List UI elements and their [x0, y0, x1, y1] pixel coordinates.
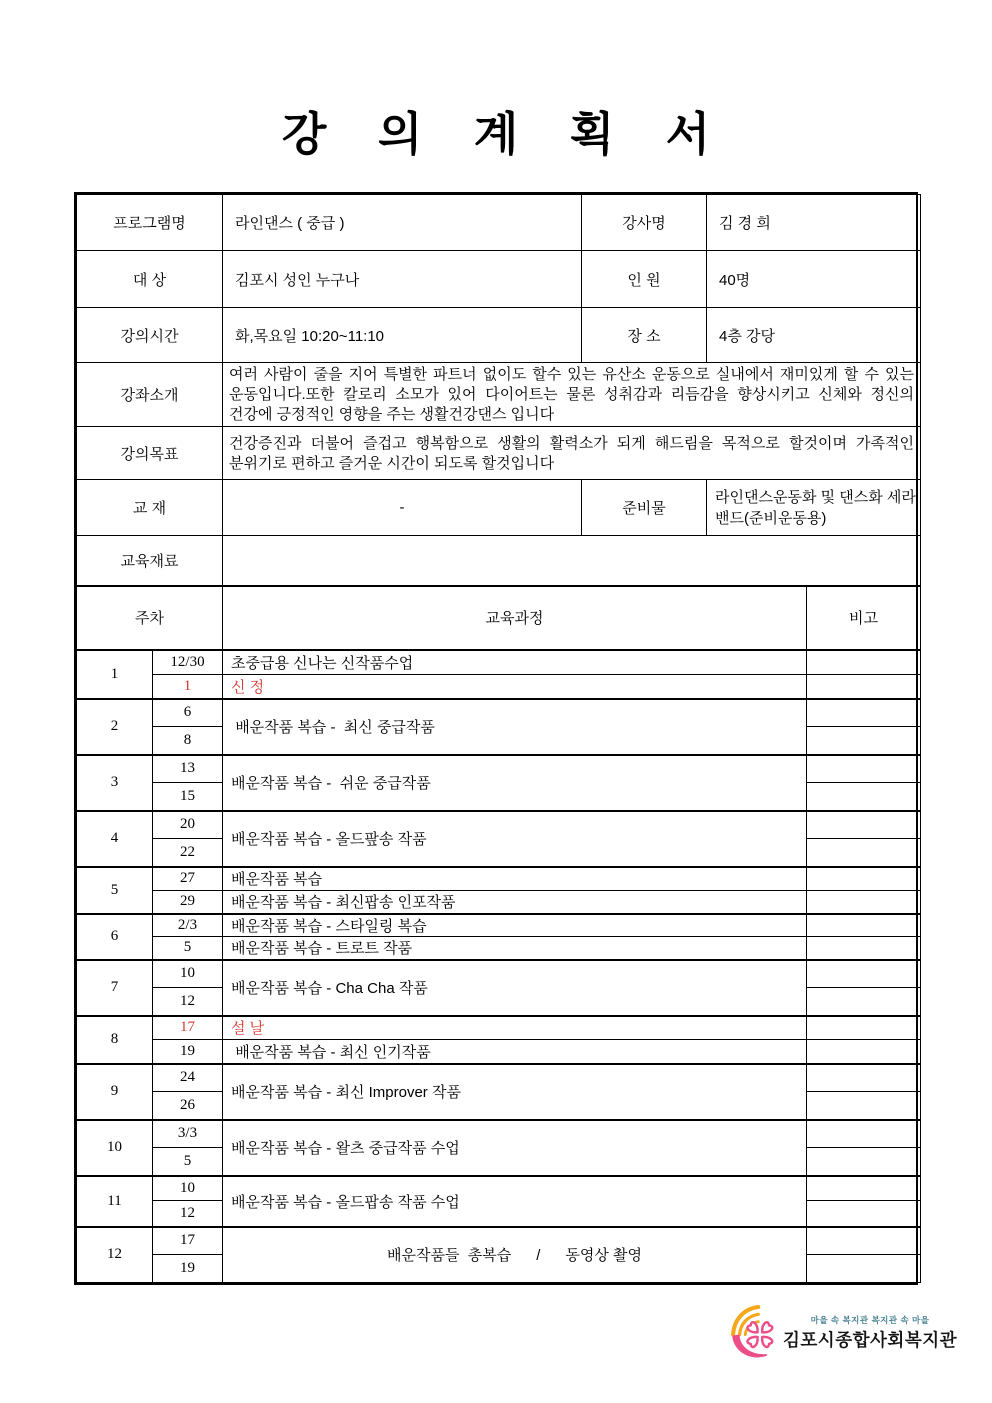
note-cell: [807, 1255, 921, 1283]
logo-org-name: 김포시종합사회복지관: [783, 1330, 958, 1350]
date-cell: 24: [153, 1064, 223, 1092]
table-row: [77, 811, 921, 839]
note-cell: [807, 1201, 921, 1227]
table-row: [77, 650, 921, 675]
table-row: [77, 960, 921, 988]
table-row: [77, 1016, 921, 1040]
time-value: 화,목요일 10:20~11:10: [223, 308, 582, 363]
table-row: [77, 891, 921, 914]
capacity-label: 인 원: [582, 251, 707, 308]
date-cell: 12: [153, 988, 223, 1016]
note-cell: [807, 699, 921, 727]
supplies-value: 라인댄스운동화 및 댄스화 세라밴드(준비운동용): [707, 480, 921, 536]
capacity-value: 40명: [707, 251, 921, 308]
note-cell: [807, 1176, 921, 1201]
week-number: 9: [77, 1064, 153, 1120]
note-column-header: 비고: [807, 587, 921, 650]
target-value: 김포시 성인 누구나: [223, 251, 582, 308]
course-intro-value: 여러 사람이 줄을 지어 특별한 파트너 없이도 할수 있는 유산소 운동으로 실내에서 재미있게 할 수 있는 운동입니다.또한 칼로리 소모가 있어 다이어트는 물론 성취감과 리듬감을 향상시키고 신체와 정신의 건강에 긍정적인 영향을 주는 생활건강댄스 입니다: [223, 363, 921, 427]
week-number: 10: [77, 1120, 153, 1176]
table-row: [77, 1227, 921, 1255]
note-cell: [807, 988, 921, 1016]
info-table: [76, 194, 921, 586]
content-cell: 배운작품 복습 - Cha Cha 작품: [223, 960, 807, 1016]
content-cell-holiday: 설 날: [223, 1016, 807, 1040]
table-row: [77, 699, 921, 727]
date-cell: 12/30: [153, 650, 223, 675]
week-number: 4: [77, 811, 153, 867]
note-cell: [807, 811, 921, 839]
note-cell: [807, 755, 921, 783]
content-cell: 배운작품들 총복습 / 동영상 촬영: [223, 1227, 807, 1283]
supplies-label: 준비물: [582, 480, 707, 536]
table-row: [77, 1040, 921, 1064]
date-cell: 17: [153, 1227, 223, 1255]
note-cell: [807, 867, 921, 891]
date-cell: 3/3: [153, 1120, 223, 1148]
content-cell: 배운작품 복습: [223, 867, 807, 891]
date-cell: 20: [153, 811, 223, 839]
logo-tagline: 마을 속 복지관 복지관 속 마을: [810, 1315, 930, 1325]
table-row: [77, 937, 921, 960]
date-cell: 17: [153, 1016, 223, 1040]
note-cell: [807, 937, 921, 960]
date-cell: 2/3: [153, 914, 223, 937]
table-row: [77, 867, 921, 891]
date-cell: 26: [153, 1092, 223, 1120]
content-cell: 배운작품 복습 - 올드팦송 작품: [223, 811, 807, 867]
content-cell: 배운작품 복습 - 왈츠 중급작품 수업: [223, 1120, 807, 1176]
date-cell: 15: [153, 783, 223, 811]
course-intro-label: 강좌소개: [77, 363, 223, 427]
org-logo: [729, 1302, 957, 1364]
date-cell: 19: [153, 1255, 223, 1283]
date-cell: 10: [153, 960, 223, 988]
curriculum-column-header: 교육과정: [223, 587, 807, 650]
content-cell-holiday: 신 정: [223, 675, 807, 699]
schedule-table: [76, 586, 921, 1283]
content-cell: 배운작품 복습 - 올드팝송 작품 수업: [223, 1176, 807, 1227]
content-cell: 초중급용 신나는 신작품수업: [223, 650, 807, 675]
date-cell: 10: [153, 1176, 223, 1201]
table-row: [77, 1064, 921, 1092]
note-cell: [807, 1040, 921, 1064]
content-cell: 배운작품 복습 - 최신팝송 인포작품: [223, 891, 807, 914]
week-number: 3: [77, 755, 153, 811]
note-cell: [807, 650, 921, 675]
week-number: 5: [77, 867, 153, 914]
date-cell: 29: [153, 891, 223, 914]
program-name-value: 라인댄스 ( 중급 ): [223, 195, 582, 251]
table-row: [77, 755, 921, 783]
textbook-value: -: [223, 480, 582, 536]
table-row: [77, 914, 921, 937]
note-cell: [807, 1016, 921, 1040]
date-cell: 6: [153, 699, 223, 727]
course-goal-label: 강의목표: [77, 427, 223, 480]
content-cell: 배운작품 복습 - 트로트 작품: [223, 937, 807, 960]
materials-label: 교육재료: [77, 536, 223, 586]
note-cell: [807, 1064, 921, 1092]
week-column-header: 주차: [77, 587, 223, 650]
date-cell: 5: [153, 1148, 223, 1176]
table-row: [77, 675, 921, 699]
week-number: 6: [77, 914, 153, 960]
content-cell: 배운작품 복습 - 최신 Improver 작품: [223, 1064, 807, 1120]
week-number: 12: [77, 1227, 153, 1283]
date-cell: 8: [153, 727, 223, 755]
table-row: [77, 1120, 921, 1148]
table-row: [77, 1176, 921, 1201]
date-cell: 13: [153, 755, 223, 783]
date-cell: 12: [153, 1201, 223, 1227]
page-title: 강 의 계 획 서: [281, 109, 731, 160]
target-label: 대 상: [77, 251, 223, 308]
note-cell: [807, 914, 921, 937]
program-name-label: 프로그램명: [77, 195, 223, 251]
week-number: 2: [77, 699, 153, 755]
content-cell: 배운작품 복습 - 쉬운 중급작품: [223, 755, 807, 811]
date-cell: 5: [153, 937, 223, 960]
note-cell: [807, 839, 921, 867]
course-goal-value: 건강증진과 더불어 즐겁고 행복함으로 생활의 활력소가 되게 해드림을 목적으로 할것이며 가족적인 분위기로 편하고 즐거운 시간이 되도록 할것입니다: [223, 427, 921, 480]
date-cell: 1: [153, 675, 223, 699]
content-cell: 배운작품 복습 - 최신 중급작품: [223, 699, 807, 755]
instructor-value: 김 경 희: [707, 195, 921, 251]
note-cell: [807, 783, 921, 811]
textbook-label: 교 재: [77, 480, 223, 536]
note-cell: [807, 1227, 921, 1255]
note-cell: [807, 891, 921, 914]
note-cell: [807, 1120, 921, 1148]
week-number: 11: [77, 1176, 153, 1227]
place-value: 4층 강당: [707, 308, 921, 363]
place-label: 장 소: [582, 308, 707, 363]
note-cell: [807, 1148, 921, 1176]
week-number: 1: [77, 650, 153, 699]
date-cell: 19: [153, 1040, 223, 1064]
note-cell: [807, 727, 921, 755]
time-label: 강의시간: [77, 308, 223, 363]
date-cell: 27: [153, 867, 223, 891]
flower-logo-icon: [729, 1302, 781, 1364]
content-cell: 배운작품 복습 - 최신 인기작품: [223, 1040, 807, 1064]
note-cell: [807, 675, 921, 699]
week-number: 7: [77, 960, 153, 1016]
note-cell: [807, 960, 921, 988]
note-cell: [807, 1092, 921, 1120]
content-cell: 배운작품 복습 - 스타일링 복습: [223, 914, 807, 937]
week-number: 8: [77, 1016, 153, 1064]
materials-value: [223, 536, 921, 586]
instructor-label: 강사명: [582, 195, 707, 251]
date-cell: 22: [153, 839, 223, 867]
lecture-plan-table: [74, 192, 918, 1285]
